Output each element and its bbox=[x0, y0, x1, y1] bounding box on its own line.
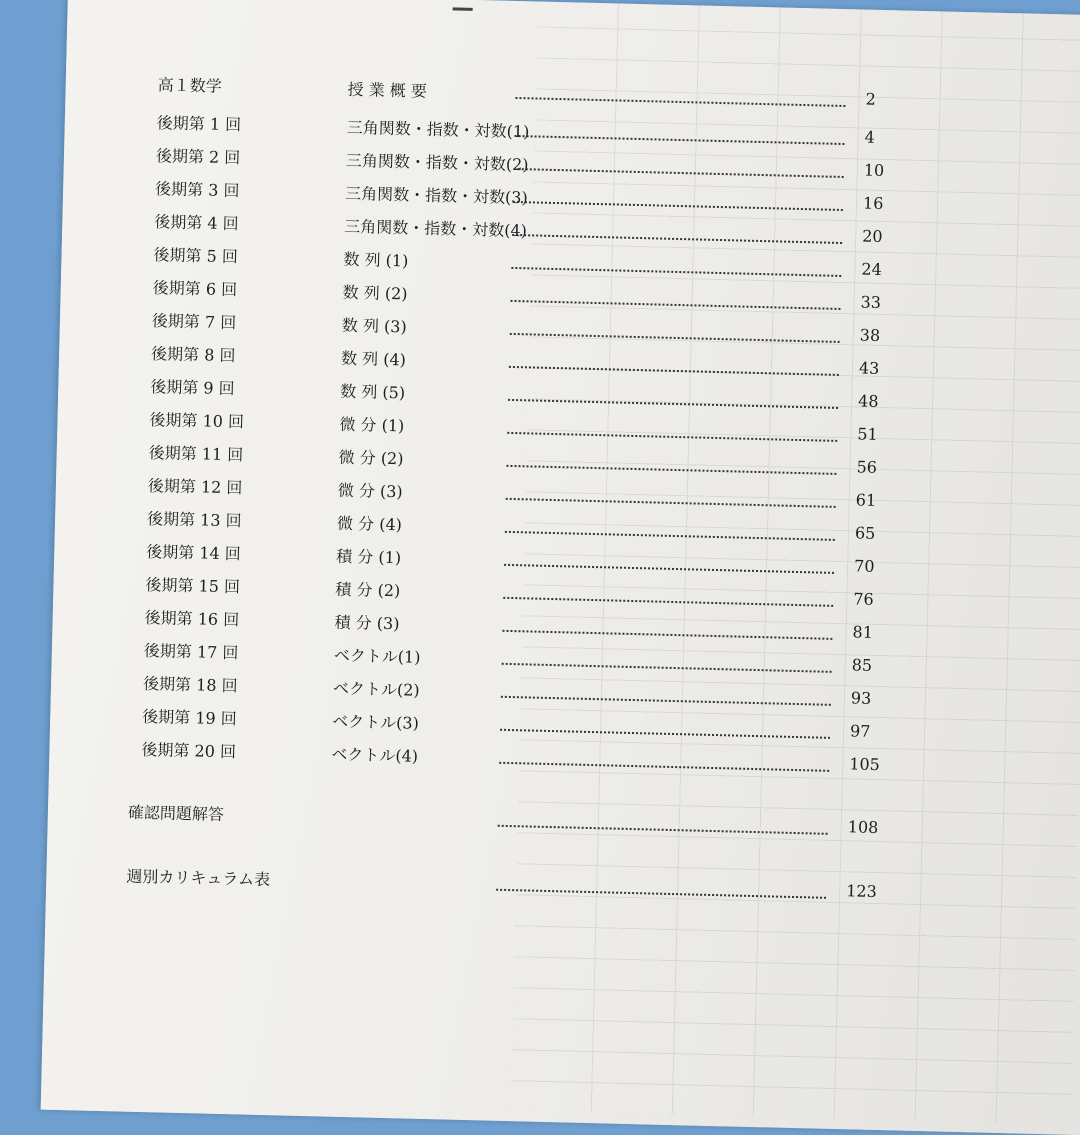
dot-leader bbox=[513, 199, 843, 211]
page-number: 51 bbox=[857, 424, 878, 444]
dot-leader bbox=[503, 595, 833, 607]
course-name: 高１数学 bbox=[157, 75, 222, 96]
page-number: 2 bbox=[865, 89, 876, 109]
dot-leader bbox=[511, 298, 841, 310]
lesson-title: 積 分 (3) bbox=[334, 612, 400, 634]
dot-leader bbox=[504, 562, 834, 574]
curriculum-label: 週別カリキュラム表 bbox=[126, 866, 271, 890]
page-number: 61 bbox=[855, 490, 877, 510]
lesson-number: 後期第 1 回 bbox=[156, 113, 242, 135]
dot-leader bbox=[515, 95, 845, 107]
dot-leader bbox=[502, 628, 832, 640]
lesson-number: 後期第 10 回 bbox=[149, 410, 245, 432]
lesson-title: 積 分 (1) bbox=[336, 546, 402, 568]
page-number: 108 bbox=[847, 817, 879, 838]
dot-leader bbox=[508, 397, 838, 409]
page-number: 97 bbox=[849, 721, 871, 741]
page-number: 123 bbox=[845, 881, 877, 902]
lesson-number: 後期第 17 回 bbox=[143, 641, 239, 663]
dot-leader bbox=[511, 265, 841, 277]
page-number: 33 bbox=[860, 292, 882, 312]
lesson-number: 後期第 3 回 bbox=[154, 179, 240, 201]
lesson-number: 後期第 2 回 bbox=[155, 146, 241, 168]
dot-leader bbox=[512, 232, 842, 244]
lesson-title: 三角関数・指数・対数(4) bbox=[344, 216, 528, 241]
lesson-number: 後期第 14 回 bbox=[146, 542, 242, 564]
lesson-number: 後期第 13 回 bbox=[146, 509, 242, 531]
lesson-number: 後期第 4 回 bbox=[154, 212, 239, 234]
page-number: 81 bbox=[852, 622, 874, 642]
lesson-number: 後期第 11 回 bbox=[148, 443, 244, 465]
lesson-title: 積 分 (2) bbox=[335, 579, 401, 601]
lesson-number: 後期第 5 回 bbox=[153, 245, 239, 267]
lesson-number: 後期第 15 回 bbox=[145, 575, 241, 597]
page-number: 93 bbox=[850, 688, 872, 708]
dot-leader bbox=[506, 463, 836, 475]
lesson-number: 後期第 16 回 bbox=[144, 608, 240, 630]
dot-leader bbox=[498, 823, 828, 835]
lesson-number: 後期第 9 回 bbox=[150, 377, 235, 399]
page-number: 20 bbox=[861, 226, 883, 246]
table-of-contents bbox=[41, 0, 1080, 1135]
dot-leader bbox=[505, 529, 835, 541]
lesson-title: ベクトル(2) bbox=[332, 678, 420, 700]
page-number: 43 bbox=[858, 358, 880, 378]
page-number: 76 bbox=[853, 589, 874, 609]
dot-leader bbox=[506, 496, 836, 508]
lesson-title: 三角関数・指数・対数(1) bbox=[346, 117, 530, 142]
page-number: 56 bbox=[856, 457, 878, 477]
lesson-title: 数 列 (4) bbox=[340, 348, 407, 370]
lesson-number: 後期第 8 回 bbox=[150, 344, 236, 366]
lesson-number: 後期第 12 回 bbox=[147, 476, 243, 498]
course-overview-title: 授 業 概 要 bbox=[347, 79, 428, 101]
page-number: 48 bbox=[857, 391, 879, 411]
lesson-title: 数 列 (3) bbox=[341, 315, 407, 337]
dot-leader bbox=[500, 727, 830, 739]
page-number: 16 bbox=[862, 193, 884, 213]
page-number: 24 bbox=[861, 259, 883, 279]
lesson-number: 後期第 18 回 bbox=[142, 674, 238, 696]
dot-leader bbox=[514, 166, 844, 178]
page-number: 85 bbox=[851, 655, 873, 675]
page-number: 10 bbox=[863, 160, 885, 180]
page-number: 105 bbox=[849, 754, 881, 775]
lesson-title: 微 分 (3) bbox=[337, 480, 403, 502]
toc-answers-row bbox=[48, 798, 1080, 853]
document-page bbox=[41, 0, 1080, 1135]
dot-leader bbox=[507, 430, 837, 442]
dot-leader bbox=[496, 887, 826, 899]
dot-leader bbox=[501, 694, 831, 706]
lesson-title: 数 列 (1) bbox=[343, 249, 409, 271]
lesson-number: 後期第 6 回 bbox=[152, 278, 238, 300]
lesson-title: 微 分 (4) bbox=[336, 513, 403, 535]
dot-leader bbox=[499, 760, 829, 772]
page-number: 65 bbox=[854, 523, 876, 543]
lesson-title: ベクトル(3) bbox=[331, 711, 420, 733]
lesson-title: 数 列 (5) bbox=[340, 381, 406, 403]
lesson-title: ベクトル(1) bbox=[333, 645, 421, 667]
lesson-number: 後期第 20 回 bbox=[141, 740, 237, 762]
toc-curriculum-row bbox=[46, 862, 1080, 917]
lesson-number: 後期第 19 回 bbox=[142, 707, 238, 729]
page-number: 38 bbox=[859, 325, 881, 345]
answers-label: 確認問題解答 bbox=[127, 802, 225, 825]
page-number: 4 bbox=[864, 127, 876, 147]
lesson-title: 三角関数・指数・対数(2) bbox=[345, 150, 529, 175]
dot-leader bbox=[515, 133, 845, 145]
lesson-title: 数 列 (2) bbox=[342, 282, 408, 304]
lesson-title: 微 分 (2) bbox=[338, 447, 404, 469]
dot-leader bbox=[502, 661, 832, 673]
page-number: 70 bbox=[853, 556, 875, 576]
lesson-number: 後期第 7 回 bbox=[151, 311, 237, 333]
lesson-title: ベクトル(4) bbox=[331, 744, 419, 766]
lesson-title: 三角関数・指数・対数(3) bbox=[344, 183, 528, 208]
lesson-title: 微 分 (1) bbox=[339, 414, 405, 436]
dot-leader bbox=[510, 331, 840, 343]
dot-leader bbox=[509, 364, 839, 376]
